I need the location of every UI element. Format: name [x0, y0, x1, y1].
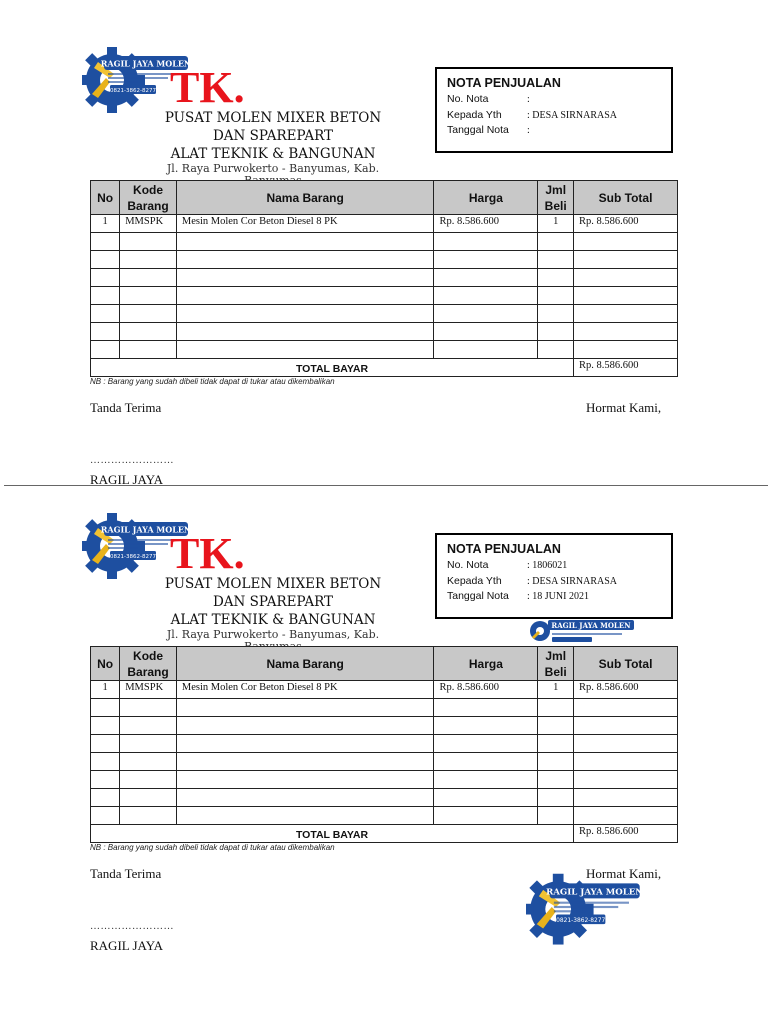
nota-number-value: : 1806021 [527, 560, 568, 571]
date-row [447, 589, 661, 605]
nota-title: NOTA PENJUALAN [447, 76, 561, 90]
signature-dots: …………………… [90, 921, 174, 932]
date-row [447, 123, 661, 139]
table-row-empty [91, 305, 678, 323]
recipient-value: : DESA SIRNARASA [527, 575, 618, 587]
signer-name: RAGIL JAYA [90, 938, 164, 953]
date-value: : 18 JUNI 2021 [527, 591, 589, 602]
ragil-jaya-stamp-small-icon [528, 617, 638, 645]
brand-tk: TK. [170, 529, 245, 578]
cell-harga: Rp. 8.586.600 [434, 215, 538, 233]
table-row [91, 681, 678, 699]
table-row-empty [91, 717, 678, 735]
table-row-empty [91, 771, 678, 789]
total-value: Rp. 8.586.600 [574, 359, 678, 377]
col-header-subtotal: Sub Total [574, 647, 678, 681]
sales-receipt-2 [0, 466, 768, 953]
nota-number-label: No. Nota [447, 93, 489, 105]
cell-jml: 1 [538, 681, 574, 699]
table-row-empty [91, 323, 678, 341]
items-table [90, 180, 678, 377]
brand-line-4-cut: Jl. Raya Purwokerto - Banyumas, Kab. [166, 628, 380, 641]
nota-number-row [447, 558, 661, 574]
col-header-harga: Harga [434, 647, 538, 681]
table-row-empty [91, 753, 678, 771]
sales-receipt-1 [0, 0, 768, 487]
table-row-empty [91, 269, 678, 287]
table-header-row [91, 181, 678, 215]
items-table [90, 646, 678, 843]
total-row [91, 359, 678, 377]
table-row-empty [91, 287, 678, 305]
cell-harga: Rp. 8.586.600 [434, 681, 538, 699]
recipient-label: Kepada Yth [447, 108, 502, 121]
signer-name: RAGIL JAYA [90, 472, 164, 487]
brand-line-3: ALAT TEKNIK & BANGUNAN [170, 612, 376, 628]
date-value: : [527, 125, 530, 136]
date-label: Tanggal Nota [447, 124, 509, 136]
nota-info-box [435, 67, 673, 153]
table-row-empty [91, 735, 678, 753]
table-row-empty [91, 251, 678, 269]
nota-number-row [447, 92, 661, 108]
recipient-label: Kepada Yth [447, 574, 502, 587]
total-value: Rp. 8.586.600 [574, 825, 678, 843]
brand-line-1: PUSAT MOLEN MIXER BETON [164, 110, 382, 126]
table-row-empty [91, 233, 678, 251]
col-header-nama: Nama Barang [176, 647, 434, 681]
cell-nama: Mesin Molen Cor Beton Diesel 8 PK [176, 215, 434, 233]
table-row [91, 215, 678, 233]
col-header-subtotal: Sub Total [574, 181, 678, 215]
cell-nama: Mesin Molen Cor Beton Diesel 8 PK [176, 681, 434, 699]
seller-signature-label: Hormat Kami, [586, 866, 662, 881]
ragil-jaya-stamp-icon [526, 864, 644, 950]
cell-no: 1 [91, 215, 120, 233]
seller-signature-label: Hormat Kami, [586, 400, 662, 415]
nota-title: NOTA PENJUALAN [447, 542, 561, 556]
return-policy-note: NB : Barang yang sudah dibeli tidak dapat di tukar atau dikembalikan [90, 843, 335, 852]
signature-dots: …………………… [90, 455, 174, 466]
receiver-signature-label: Tanda Terima [90, 866, 162, 881]
recipient-row [447, 108, 661, 124]
col-header-jml: Jml Beli [538, 647, 574, 681]
brand-line-4-cut: Jl. Raya Purwokerto - Banyumas, Kab. [166, 162, 380, 175]
recipient-row [447, 574, 661, 590]
nota-number-label: No. Nota [447, 559, 489, 571]
brand-line-1: PUSAT MOLEN MIXER BETON [164, 576, 382, 592]
table-row-empty [91, 789, 678, 807]
cell-no: 1 [91, 681, 120, 699]
col-header-no: No [91, 181, 120, 215]
cell-kode: MMSPK [120, 215, 177, 233]
total-label: TOTAL BAYAR [91, 825, 574, 843]
cell-kode: MMSPK [120, 681, 177, 699]
brand-line-3: ALAT TEKNIK & BANGUNAN [170, 146, 376, 162]
table-row-empty [91, 341, 678, 359]
stamp-small-text: RAGIL JAYA MOLEN [551, 621, 631, 630]
col-header-no: No [91, 647, 120, 681]
brand-line-2: DAN SPAREPART [212, 128, 334, 144]
cell-subtotal: Rp. 8.586.600 [574, 215, 678, 233]
table-header-row [91, 647, 678, 681]
col-header-harga: Harga [434, 181, 538, 215]
col-header-kode: Kode Barang [120, 647, 177, 681]
table-row-empty [91, 807, 678, 825]
return-policy-note: NB : Barang yang sudah dibeli tidak dapat di tukar atau dikembalikan [90, 377, 335, 386]
total-row [91, 825, 678, 843]
col-header-jml: Jml Beli [538, 181, 574, 215]
cell-jml: 1 [538, 215, 574, 233]
table-row-empty [91, 699, 678, 717]
col-header-kode: Kode Barang [120, 181, 177, 215]
brand-line-2: DAN SPAREPART [212, 594, 334, 610]
total-label: TOTAL BAYAR [91, 359, 574, 377]
date-label: Tanggal Nota [447, 590, 509, 602]
nota-info-box [435, 533, 673, 619]
cell-subtotal: Rp. 8.586.600 [574, 681, 678, 699]
nota-number-value: : [527, 94, 530, 105]
receiver-signature-label: Tanda Terima [90, 400, 162, 415]
recipient-value: : DESA SIRNARASA [527, 109, 618, 121]
brand-tk: TK. [170, 63, 245, 112]
col-header-nama: Nama Barang [176, 181, 434, 215]
